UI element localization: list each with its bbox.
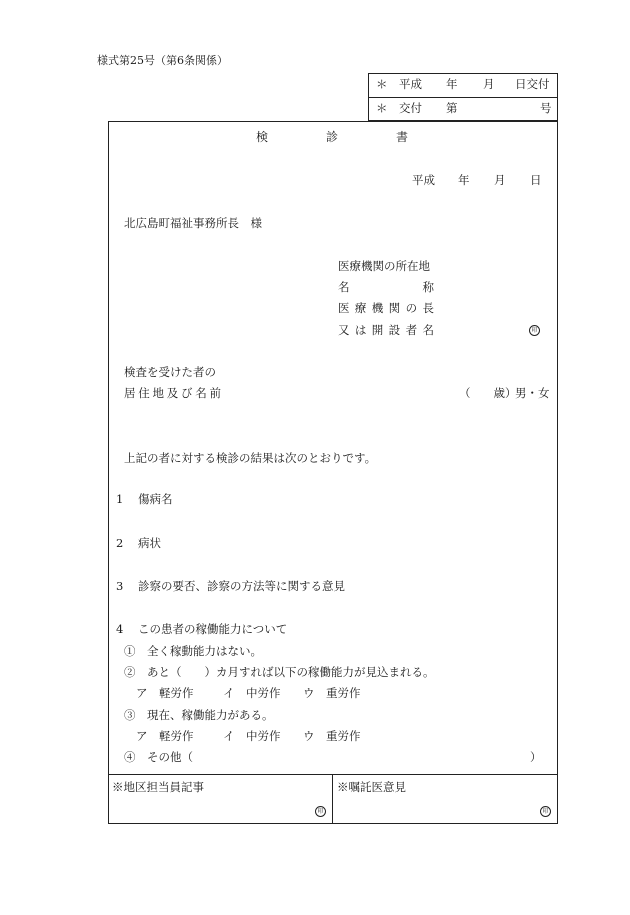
item-1-number: 1: [116, 492, 124, 506]
district-officer-seal-mark: 印: [315, 806, 326, 817]
name-char-1: 名: [338, 280, 350, 294]
examinee-char-4: 及: [166, 386, 179, 400]
issue-year-label: 年: [446, 77, 458, 91]
option-2-level-light: ア 軽労作: [136, 686, 194, 700]
option-2-level-medium: イ 中労作: [223, 686, 281, 700]
institution-name-label: [338, 282, 434, 294]
ability-option-4: ④ その他（: [124, 750, 193, 764]
examinee-char-2: 住: [138, 386, 150, 400]
head-char-4: 関: [388, 301, 401, 315]
issue-month-label: 月: [483, 77, 495, 91]
consulting-doctor-opinion-label: ※嘱託医意見: [337, 780, 406, 794]
item-4-label: この患者の稼働能力について: [138, 622, 288, 636]
date-era-label: 平成: [412, 173, 435, 187]
issue-go-label: 号: [540, 101, 552, 115]
item-1-label: 傷病名: [138, 492, 173, 506]
head-char-3: 機: [371, 301, 384, 315]
examinee-char-3: 地: [152, 386, 164, 400]
option-3-level-medium: イ 中労作: [223, 729, 281, 743]
date-month-label: 月: [494, 173, 506, 187]
institution-head-label: [338, 303, 434, 315]
addressee: 北広島町福祉事務所長 様: [124, 216, 262, 230]
item-2-number: 2: [116, 536, 124, 550]
examinee-char-7: 前: [209, 386, 221, 400]
ability-option-4-close: ）: [530, 750, 542, 764]
issue-day-label: 日交付: [515, 77, 550, 91]
institution-location-label: 医療機関の所在地: [338, 259, 430, 273]
date-day-label: 日: [530, 173, 542, 187]
founder-char-6: 名: [422, 323, 434, 337]
head-char-6: 長: [422, 301, 434, 315]
ability-option-2: ② あと（ ）カ月すれば以下の稼働能力が見込まれる。: [124, 665, 435, 679]
examinee-sex-field: 男・女: [515, 386, 550, 400]
ability-option-3: ③ 現在、稼働能力がある。: [124, 708, 274, 722]
head-char-5: の: [405, 301, 418, 315]
examinee-age-field: （ 歳）: [459, 386, 517, 400]
option-3-level-heavy: ウ 重労作: [303, 729, 361, 743]
issue-kofu-label: 交付: [399, 101, 422, 115]
institution-seal-mark: 印: [529, 325, 540, 336]
title-char-1: 検: [256, 130, 269, 144]
founder-char-4: 設: [388, 323, 401, 337]
title-char-3: 書: [395, 130, 408, 144]
issue-dai-label: 第: [446, 101, 458, 115]
examinee-char-6: 名: [195, 386, 207, 400]
option-3-level-light: ア 軽労作: [136, 729, 194, 743]
footer-column-divider: [332, 774, 333, 824]
intro-statement: 上記の者に対する検診の結果は次のとおりです。: [124, 451, 377, 465]
item-3-number: 3: [116, 579, 124, 593]
issue-box-divider: [368, 97, 558, 98]
examinee-char-1: 居: [124, 386, 136, 400]
consulting-doctor-seal-mark: 印: [540, 806, 551, 817]
founder-char-1: 又: [338, 323, 350, 337]
title-char-2: 診: [325, 130, 338, 144]
head-char-2: 療: [354, 301, 367, 315]
footer-divider: [108, 774, 558, 775]
option-2-level-heavy: ウ 重労作: [303, 686, 361, 700]
founder-char-2: は: [354, 323, 367, 337]
form-number: 様式第25号（第6条関係）: [97, 54, 228, 67]
district-officer-notes-label: ※地区担当員記事: [112, 780, 204, 794]
name-char-2: 称: [422, 280, 434, 294]
document-title: [256, 131, 408, 143]
issue-asterisk-2: ＊: [376, 101, 388, 115]
head-char-1: 医: [338, 301, 350, 315]
institution-founder-label: [338, 325, 434, 337]
item-4-number: 4: [116, 622, 124, 636]
founder-char-3: 開: [371, 323, 384, 337]
examinee-label-line2: [124, 388, 221, 400]
issue-era-label: 平成: [399, 77, 422, 91]
examinee-char-5: び: [181, 386, 193, 400]
date-year-label: 年: [458, 173, 470, 187]
item-2-label: 病状: [138, 536, 161, 550]
founder-char-5: 者: [405, 323, 418, 337]
issue-asterisk-1: ＊: [376, 77, 388, 91]
item-3-label: 診察の要否、診察の方法等に関する意見: [138, 579, 345, 593]
examinee-label-line1: 検査を受けた者の: [124, 365, 216, 379]
ability-option-1: ① 全く稼動能力はない。: [124, 644, 262, 658]
